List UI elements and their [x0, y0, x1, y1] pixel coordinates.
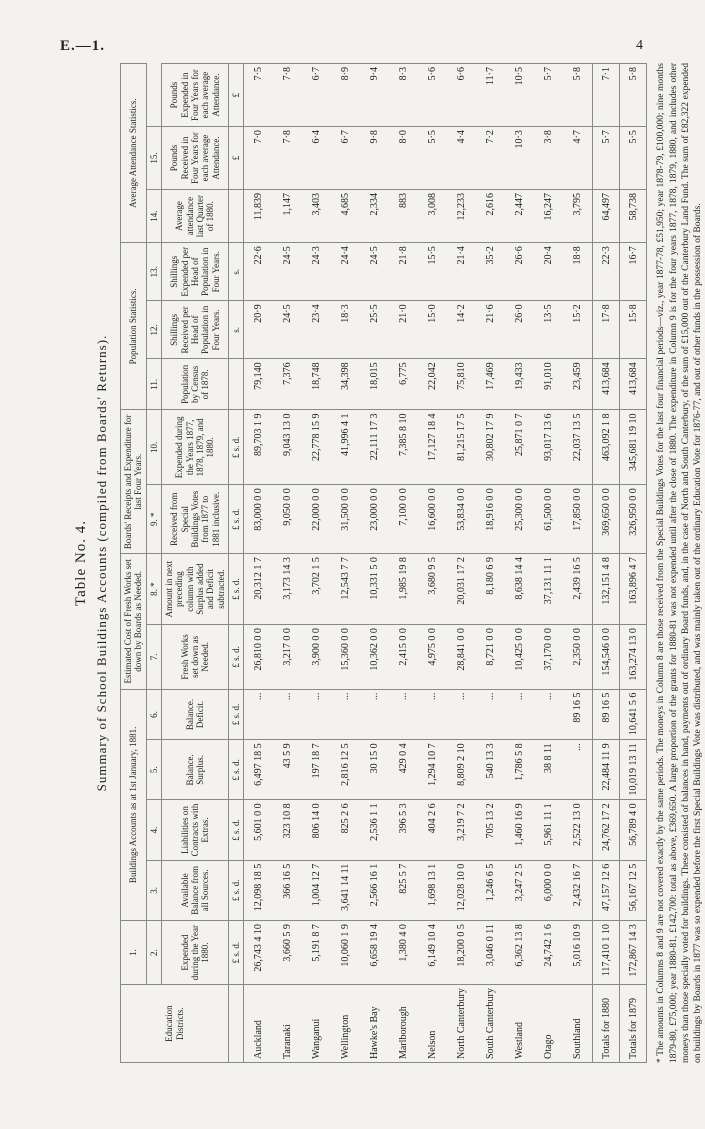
totals-cell: 345,681 19 10	[620, 410, 647, 485]
table-cell: 2,439 16 5	[563, 554, 593, 625]
table-cell: 10,060 1 9	[331, 921, 360, 985]
table-cell: 7,100 0 0	[389, 485, 418, 554]
totals-cell: 463,092 1 8	[593, 410, 620, 485]
table-cell: 18,015	[360, 359, 389, 410]
table-cell: 18·8	[563, 243, 593, 301]
table-cell: 28,841 0 0	[447, 625, 476, 689]
totals-cell: 16·7	[620, 243, 647, 301]
table-cell: 13·5	[534, 301, 563, 359]
group-buildings: Buildings Accounts as at 1st January, 1881.	[121, 689, 147, 920]
table-cell: 15·5	[418, 243, 447, 301]
district-name: Otago	[534, 985, 563, 1063]
table-cell: 8,721 0 0	[476, 625, 505, 689]
unit-cell: £ s. d.	[229, 800, 244, 860]
district-name: Taranaki	[273, 985, 302, 1063]
district-name: North Canterbury	[447, 985, 476, 1063]
totals-cell: 56,167 12 5	[620, 860, 647, 920]
table-cell: 21·4	[447, 243, 476, 301]
col-num-7: 7.	[146, 625, 161, 689]
table-cell: 43 5 9	[273, 740, 302, 800]
table-cell: 2,616	[476, 189, 505, 242]
table-cell: 10,425 0 0	[505, 625, 534, 689]
page-number: 4	[636, 38, 643, 53]
table-subtitle: Summary of School Buildings Accounts (compiled from Boards' Returns).	[94, 334, 109, 792]
col-label-9: Expended during the Years 1877, 1878, 1879, and 1880.	[162, 410, 229, 485]
table-cell: 6,149 10 4	[418, 921, 447, 985]
table-cell: 3·8	[534, 127, 563, 190]
table-cell: 9,043 13 0	[273, 410, 302, 485]
totals-cell: 58,738	[620, 189, 647, 242]
table-cell: ...	[534, 689, 563, 740]
table-cell: ...	[505, 689, 534, 740]
table-cell: ...	[302, 689, 331, 740]
footnote: * The amounts in Columns 8 and 9 are not covered exactly by the same periods. The moneys in Column 8 are those received from the Special Buildings Votes for the last four financial periods—viz., year 1877-78, £51,950; year 1878-79, £100,000; nine months 1879-80, £75,000; year 1880-81, £142,700: total as above, £369,650. A large proportion of the grants for 1880-81 was not expended until after the close of 1880. The expenditure in Column 9 is for the four years 1877, 1878, 1879, 1880, and includes other moneys than those specially voted for buildings. These consisted of balances in hand, payments out of ordinary Board funds, and, in the case of North and South Canterbury, of the sum of £15,000 out of the Canterbury Land Fund. The sum of £82,322 expended on buildings by Boards in 1877 was so expended before the first Special Buildings Vote was distributed, and was mainly taken out of the ordinary Education Vote for 1876-77, and out of other funds in the possession of Boards.	[656, 63, 704, 1063]
table-cell: ...	[389, 689, 418, 740]
table-cell: 3,660 5 9	[273, 921, 302, 985]
table-cell: 4·7	[563, 127, 593, 190]
table-cell: 12,028 10 0	[447, 860, 476, 920]
table-cell: 3,008	[418, 189, 447, 242]
table-cell: 8·9	[331, 64, 360, 127]
table-cell: 1,004 12 7	[302, 860, 331, 920]
unit-cell: s.	[229, 243, 244, 301]
table-cell: 22,037 13 5	[563, 410, 593, 485]
table-cell: 20,312 1 7	[244, 554, 274, 625]
district-name: Hawke's Bay	[360, 985, 389, 1063]
table-cell: 6·4	[302, 127, 331, 190]
table-cell: 24·5	[360, 243, 389, 301]
table-cell: 16,247	[534, 189, 563, 242]
col-label-12: Shillings Expended per Head of Population in Four Years.	[162, 243, 229, 301]
table-cell: 26,743 4 10	[244, 921, 274, 985]
unit-cell: £ s. d.	[229, 860, 244, 920]
table-cell: 19,433	[505, 359, 534, 410]
unit-cell: £ s. d.	[229, 554, 244, 625]
table-cell: 323 10 8	[273, 800, 302, 860]
table-cell: 22,778 15 9	[302, 410, 331, 485]
table-cell: 38 8 11	[534, 740, 563, 800]
totals-row	[593, 64, 620, 1063]
table-cell: 6,000 0 0	[534, 860, 563, 920]
totals-cell: 7·1	[593, 64, 620, 127]
unit-blank	[229, 985, 244, 1063]
table-cell: 21·6	[476, 301, 505, 359]
table-cell: 6·6	[447, 64, 476, 127]
district-name: Southland	[563, 985, 593, 1063]
table-cell: 1,147	[273, 189, 302, 242]
table-cell: ...	[418, 689, 447, 740]
totals-cell: 89 16 5	[593, 689, 620, 740]
table-cell: 1,786 5 8	[505, 740, 534, 800]
col-label-7: Amount in next preceding column with Surplus added and Deficit subtracted.	[162, 554, 229, 625]
table-cell: 81,215 17 5	[447, 410, 476, 485]
table-row	[331, 64, 360, 1063]
table-cell: 7,376	[273, 359, 302, 410]
unit-cell	[229, 189, 244, 242]
table-cell: 22·6	[244, 243, 274, 301]
table-row	[360, 64, 389, 1063]
table-cell: 10·5	[505, 64, 534, 127]
table-cell: 883	[389, 189, 418, 242]
table-cell: 4,975 0 0	[418, 625, 447, 689]
table-cell: 6·7	[331, 127, 360, 190]
table-cell: 1,460 16 9	[505, 800, 534, 860]
table-cell: 5,961 11 1	[534, 800, 563, 860]
col-label-3: Liabilities on Contracts with Extras.	[162, 800, 229, 860]
table-cell: 6,775	[389, 359, 418, 410]
district-name: Wellington	[331, 985, 360, 1063]
table-cell: 5,191 8 7	[302, 921, 331, 985]
col-num-9: 9. *	[146, 485, 161, 554]
totals-cell: 5·7	[593, 127, 620, 190]
table-cell: 12,543 7 7	[331, 554, 360, 625]
table-cell: 10,331 5 0	[360, 554, 389, 625]
col-num-11: 11.	[146, 359, 161, 410]
table-cell: 37,131 11 1	[534, 554, 563, 625]
table-cell: 75,810	[447, 359, 476, 410]
col-num-12: 12.	[146, 301, 161, 359]
table-cell: 3,173 14 3	[273, 554, 302, 625]
totals-cell: 326,950 0 0	[620, 485, 647, 554]
table-cell: 12,098 18 5	[244, 860, 274, 920]
table-cell: 197 18 7	[302, 740, 331, 800]
table-cell: 5·6	[418, 64, 447, 127]
totals-cell: 22,484 11 9	[593, 740, 620, 800]
table-cell: 8·0	[389, 127, 418, 190]
col-label-8: Received from Special Buildings Votes from 1877 to 1881 inclusive.	[162, 485, 229, 554]
table-cell: 26,810 0 0	[244, 625, 274, 689]
table-cell: 12,233	[447, 189, 476, 242]
unit-cell: £ s. d.	[229, 485, 244, 554]
table-row	[244, 64, 274, 1063]
totals-cell: 10,019 13 11	[620, 740, 647, 800]
table-cell: 30,802 17 9	[476, 410, 505, 485]
unit-cell: s.	[229, 301, 244, 359]
table-cell: 26·0	[505, 301, 534, 359]
table-cell: 18,748	[302, 359, 331, 410]
col-label-4: Balance. Surplus.	[162, 740, 229, 800]
table-cell: 429 0 4	[389, 740, 418, 800]
table-cell: 4·4	[447, 127, 476, 190]
col-num-10: 10.	[146, 410, 161, 485]
totals-cell: 413,684	[593, 359, 620, 410]
table-cell: 4,685	[331, 189, 360, 242]
table-cell: 25,871 0 7	[505, 410, 534, 485]
table-cell: 22,000 0 0	[302, 485, 331, 554]
table-row	[534, 64, 563, 1063]
group-works: Estimated Cost of Fresh Works set down by Boards as Needed.	[121, 554, 147, 690]
table-cell: 705 13 2	[476, 800, 505, 860]
unit-cell	[229, 359, 244, 410]
summary-table	[120, 63, 647, 1063]
table-cell: 540 13 3	[476, 740, 505, 800]
col-label-10: Population by Census of 1878.	[162, 359, 229, 410]
col-label-11: Shillings Received per Head of Population in Four Years.	[162, 301, 229, 359]
table-cell: 2,816 12 5	[331, 740, 360, 800]
table-cell: ...	[447, 689, 476, 740]
col-label-14: Pounds Received in Four Years for each average Attendance.	[162, 127, 229, 190]
table-cell: 3,900 0 0	[302, 625, 331, 689]
district-name: Wanganui	[302, 985, 331, 1063]
table-cell: 18,916 0 0	[476, 485, 505, 554]
district-name: South Canterbury	[476, 985, 505, 1063]
table-cell: 89 16 5	[563, 689, 593, 740]
table-cell: 53,834 0 0	[447, 485, 476, 554]
table-cell: ...	[244, 689, 274, 740]
table-cell: 22,111 17 3	[360, 410, 389, 485]
table-row	[302, 64, 331, 1063]
table-cell: 89,703 1 9	[244, 410, 274, 485]
table-cell: 1,294 10 7	[418, 740, 447, 800]
table-cell: 79,140	[244, 359, 274, 410]
table-cell: 20·9	[244, 301, 274, 359]
table-cell: 806 14 0	[302, 800, 331, 860]
totals-cell: 369,650 0 0	[593, 485, 620, 554]
unit-cell: £ s. d.	[229, 740, 244, 800]
table-cell: 2,415 0 0	[389, 625, 418, 689]
table-cell: 15·2	[563, 301, 593, 359]
col-num-14: 14.	[146, 189, 161, 242]
table-cell: 1,698 13 1	[418, 860, 447, 920]
table-cell: 22,042	[418, 359, 447, 410]
totals-row	[620, 64, 647, 1063]
table-cell: 34,398	[331, 359, 360, 410]
totals-label: Totals for 1879	[620, 985, 647, 1063]
table-cell: 16,600 0 0	[418, 485, 447, 554]
table-cell: 1,985 19 8	[389, 554, 418, 625]
page-code: E.—1.	[60, 38, 106, 54]
table-cell: 10,362 0 0	[360, 625, 389, 689]
totals-cell: 413,684	[620, 359, 647, 410]
table-cell: 6,497 18 5	[244, 740, 274, 800]
table-cell: ...	[563, 740, 593, 800]
table-cell: 5·8	[563, 64, 593, 127]
table-cell: 14·2	[447, 301, 476, 359]
district-name: Marlborough	[389, 985, 418, 1063]
table-cell: 91,010	[534, 359, 563, 410]
unit-cell: £ s. d.	[229, 921, 244, 985]
totals-cell: 172,867 14 3	[620, 921, 647, 985]
table-cell: 3,217 0 0	[273, 625, 302, 689]
table-cell: 35·2	[476, 243, 505, 301]
district-name: Auckland	[244, 985, 274, 1063]
col-label-1: Expended during the Year 1880.	[162, 921, 229, 985]
table-cell: 37,170 0 0	[534, 625, 563, 689]
table-cell: 20,031 17 2	[447, 554, 476, 625]
table-cell: 25,300 0 0	[505, 485, 534, 554]
table-cell: ...	[360, 689, 389, 740]
table-cell: 18,200 0 5	[447, 921, 476, 985]
unit-cell: £ s. d.	[229, 625, 244, 689]
table-cell: 23,459	[563, 359, 593, 410]
table-cell: 17,850 0 0	[563, 485, 593, 554]
table-cell: 17,469	[476, 359, 505, 410]
table-cell: 24·5	[273, 301, 302, 359]
table-cell: 825 5 7	[389, 860, 418, 920]
group-population: Population Statistics.	[121, 243, 147, 410]
table-cell: 9·8	[360, 127, 389, 190]
table-cell: 9,050 0 0	[273, 485, 302, 554]
table-cell: 5·7	[534, 64, 563, 127]
table-cell: 2,522 13 0	[563, 800, 593, 860]
table-cell: 26·6	[505, 243, 534, 301]
table-cell: 5·5	[418, 127, 447, 190]
table-cell: 7·8	[273, 127, 302, 190]
table-cell: 7·2	[476, 127, 505, 190]
table-cell: 15·0	[418, 301, 447, 359]
table-cell: 25·5	[360, 301, 389, 359]
col-num-3: 3.	[146, 860, 161, 920]
table-cell: 24·5	[273, 243, 302, 301]
totals-cell: 163,896 4 7	[620, 554, 647, 625]
table-cell: 61,500 0 0	[534, 485, 563, 554]
group-receipts: Boards' Receipts and Expenditure for last Four Years.	[121, 410, 147, 554]
table-row	[563, 64, 593, 1063]
table-cell: 30 15 0	[360, 740, 389, 800]
totals-cell: 15·8	[620, 301, 647, 359]
table-cell: 825 2 6	[331, 800, 360, 860]
table-cell: 7·5	[244, 64, 274, 127]
table-row	[447, 64, 476, 1063]
table-cell: 3,680 9 5	[418, 554, 447, 625]
col-label-15: Pounds Expended in Four Years for each average Attendance.	[162, 64, 229, 127]
table-cell: 396 5 3	[389, 800, 418, 860]
table-cell: 2,432 16 7	[563, 860, 593, 920]
table-cell: 2,334	[360, 189, 389, 242]
table-cell: 6,658 19 4	[360, 921, 389, 985]
table-row	[505, 64, 534, 1063]
table-cell: 1,380 4 0	[389, 921, 418, 985]
table-cell: 7,385 8 10	[389, 410, 418, 485]
table-cell: 18·3	[331, 301, 360, 359]
table-cell: 31,500 0 0	[331, 485, 360, 554]
table-cell: 11,839	[244, 189, 274, 242]
table-cell: 23,000 0 0	[360, 485, 389, 554]
table-cell: 93,017 13 6	[534, 410, 563, 485]
totals-cell: 163,274 13 0	[620, 625, 647, 689]
table-cell: 3,795	[563, 189, 593, 242]
col-num-13: 13.	[146, 243, 161, 301]
table-cell: 3,219 7 2	[447, 800, 476, 860]
table-cell: ...	[476, 689, 505, 740]
table-cell: 17,127 18 4	[418, 410, 447, 485]
table-cell: ...	[273, 689, 302, 740]
totals-cell: 5·5	[620, 127, 647, 190]
totals-cell: 154,546 0 0	[593, 625, 620, 689]
rotated-table-block	[73, 63, 704, 1063]
totals-label: Totals for 1880	[593, 985, 620, 1063]
table-cell: 3,046 0 11	[476, 921, 505, 985]
district-header: Education Districts.	[121, 985, 229, 1063]
table-cell: 20·4	[534, 243, 563, 301]
table-cell: 21·0	[389, 301, 418, 359]
col-num-6: 6.	[146, 689, 161, 740]
table-cell: 404 2 6	[418, 800, 447, 860]
table-cell: 8,809 2 10	[447, 740, 476, 800]
table-cell: 8·3	[389, 64, 418, 127]
table-cell: 5,601 0 0	[244, 800, 274, 860]
totals-cell: 132,151 4 8	[593, 554, 620, 625]
table-cell: 3,702 1 5	[302, 554, 331, 625]
district-name: Nelson	[418, 985, 447, 1063]
col-num-5: 5.	[146, 740, 161, 800]
unit-cell: £ s. d.	[229, 410, 244, 485]
table-cell: 7·8	[273, 64, 302, 127]
table-cell: ...	[331, 689, 360, 740]
table-row	[476, 64, 505, 1063]
col-num-2: 2.	[146, 921, 161, 985]
totals-cell: 22·3	[593, 243, 620, 301]
table-cell: 24·4	[331, 243, 360, 301]
table-cell: 7·0	[244, 127, 274, 190]
table-cell: 2,447	[505, 189, 534, 242]
col-label-6: Fresh Works set down as Needed.	[162, 625, 229, 689]
table-cell: 83,000 0 0	[244, 485, 274, 554]
table-row	[418, 64, 447, 1063]
col-num-15: 15.	[146, 127, 161, 190]
table-cell: 21·8	[389, 243, 418, 301]
totals-cell: 47,157 12 6	[593, 860, 620, 920]
totals-cell: 56,789 4 0	[620, 800, 647, 860]
table-cell: 10·3	[505, 127, 534, 190]
col-num-4: 4.	[146, 800, 161, 860]
table-cell: 9·4	[360, 64, 389, 127]
table-cell: 1,246 6 5	[476, 860, 505, 920]
col-label-5: Balance. Deficit.	[162, 689, 229, 740]
table-cell: 24·3	[302, 243, 331, 301]
totals-cell: 17·8	[593, 301, 620, 359]
table-cell: 11·7	[476, 64, 505, 127]
totals-cell: 24,762 17 2	[593, 800, 620, 860]
totals-cell: 117,410 1 10	[593, 921, 620, 985]
table-cell: 8,638 14 4	[505, 554, 534, 625]
group-attendance: Average Attendance Statistics.	[121, 64, 147, 243]
table-cell: 6·7	[302, 64, 331, 127]
col-label-13: Average attendance last Quarter of 1880.	[162, 189, 229, 242]
table-row	[273, 64, 302, 1063]
table-cell: 15,360 0 0	[331, 625, 360, 689]
table-cell: 6,362 13 8	[505, 921, 534, 985]
table-cell: 2,536 1 1	[360, 800, 389, 860]
col-num-1: 1.	[121, 921, 147, 985]
table-cell: 5,016 10 9	[563, 921, 593, 985]
table-cell: 3,247 2 5	[505, 860, 534, 920]
table-cell: 41,996 4 1	[331, 410, 360, 485]
unit-cell: £ s. d.	[229, 689, 244, 740]
unit-cell: £	[229, 127, 244, 190]
totals-cell: 5·8	[620, 64, 647, 127]
totals-cell: 64,497	[593, 189, 620, 242]
table-cell: 3,641 14 11	[331, 860, 360, 920]
table-cell: 366 16 5	[273, 860, 302, 920]
totals-cell: 10,641 5 6	[620, 689, 647, 740]
col-label-2: Available Balance from all Sources.	[162, 860, 229, 920]
table-cell: 8,180 6 9	[476, 554, 505, 625]
table-cell: 2,566 16 1	[360, 860, 389, 920]
table-title: Table No. 4.	[73, 520, 89, 606]
col-num-8: 8. *	[146, 554, 161, 625]
unit-cell: £	[229, 64, 244, 127]
district-name: Westland	[505, 985, 534, 1063]
table-cell: 23·4	[302, 301, 331, 359]
table-cell: 24,742 1 6	[534, 921, 563, 985]
table-row	[389, 64, 418, 1063]
table-cell: 2,350 0 0	[563, 625, 593, 689]
table-cell: 3,403	[302, 189, 331, 242]
